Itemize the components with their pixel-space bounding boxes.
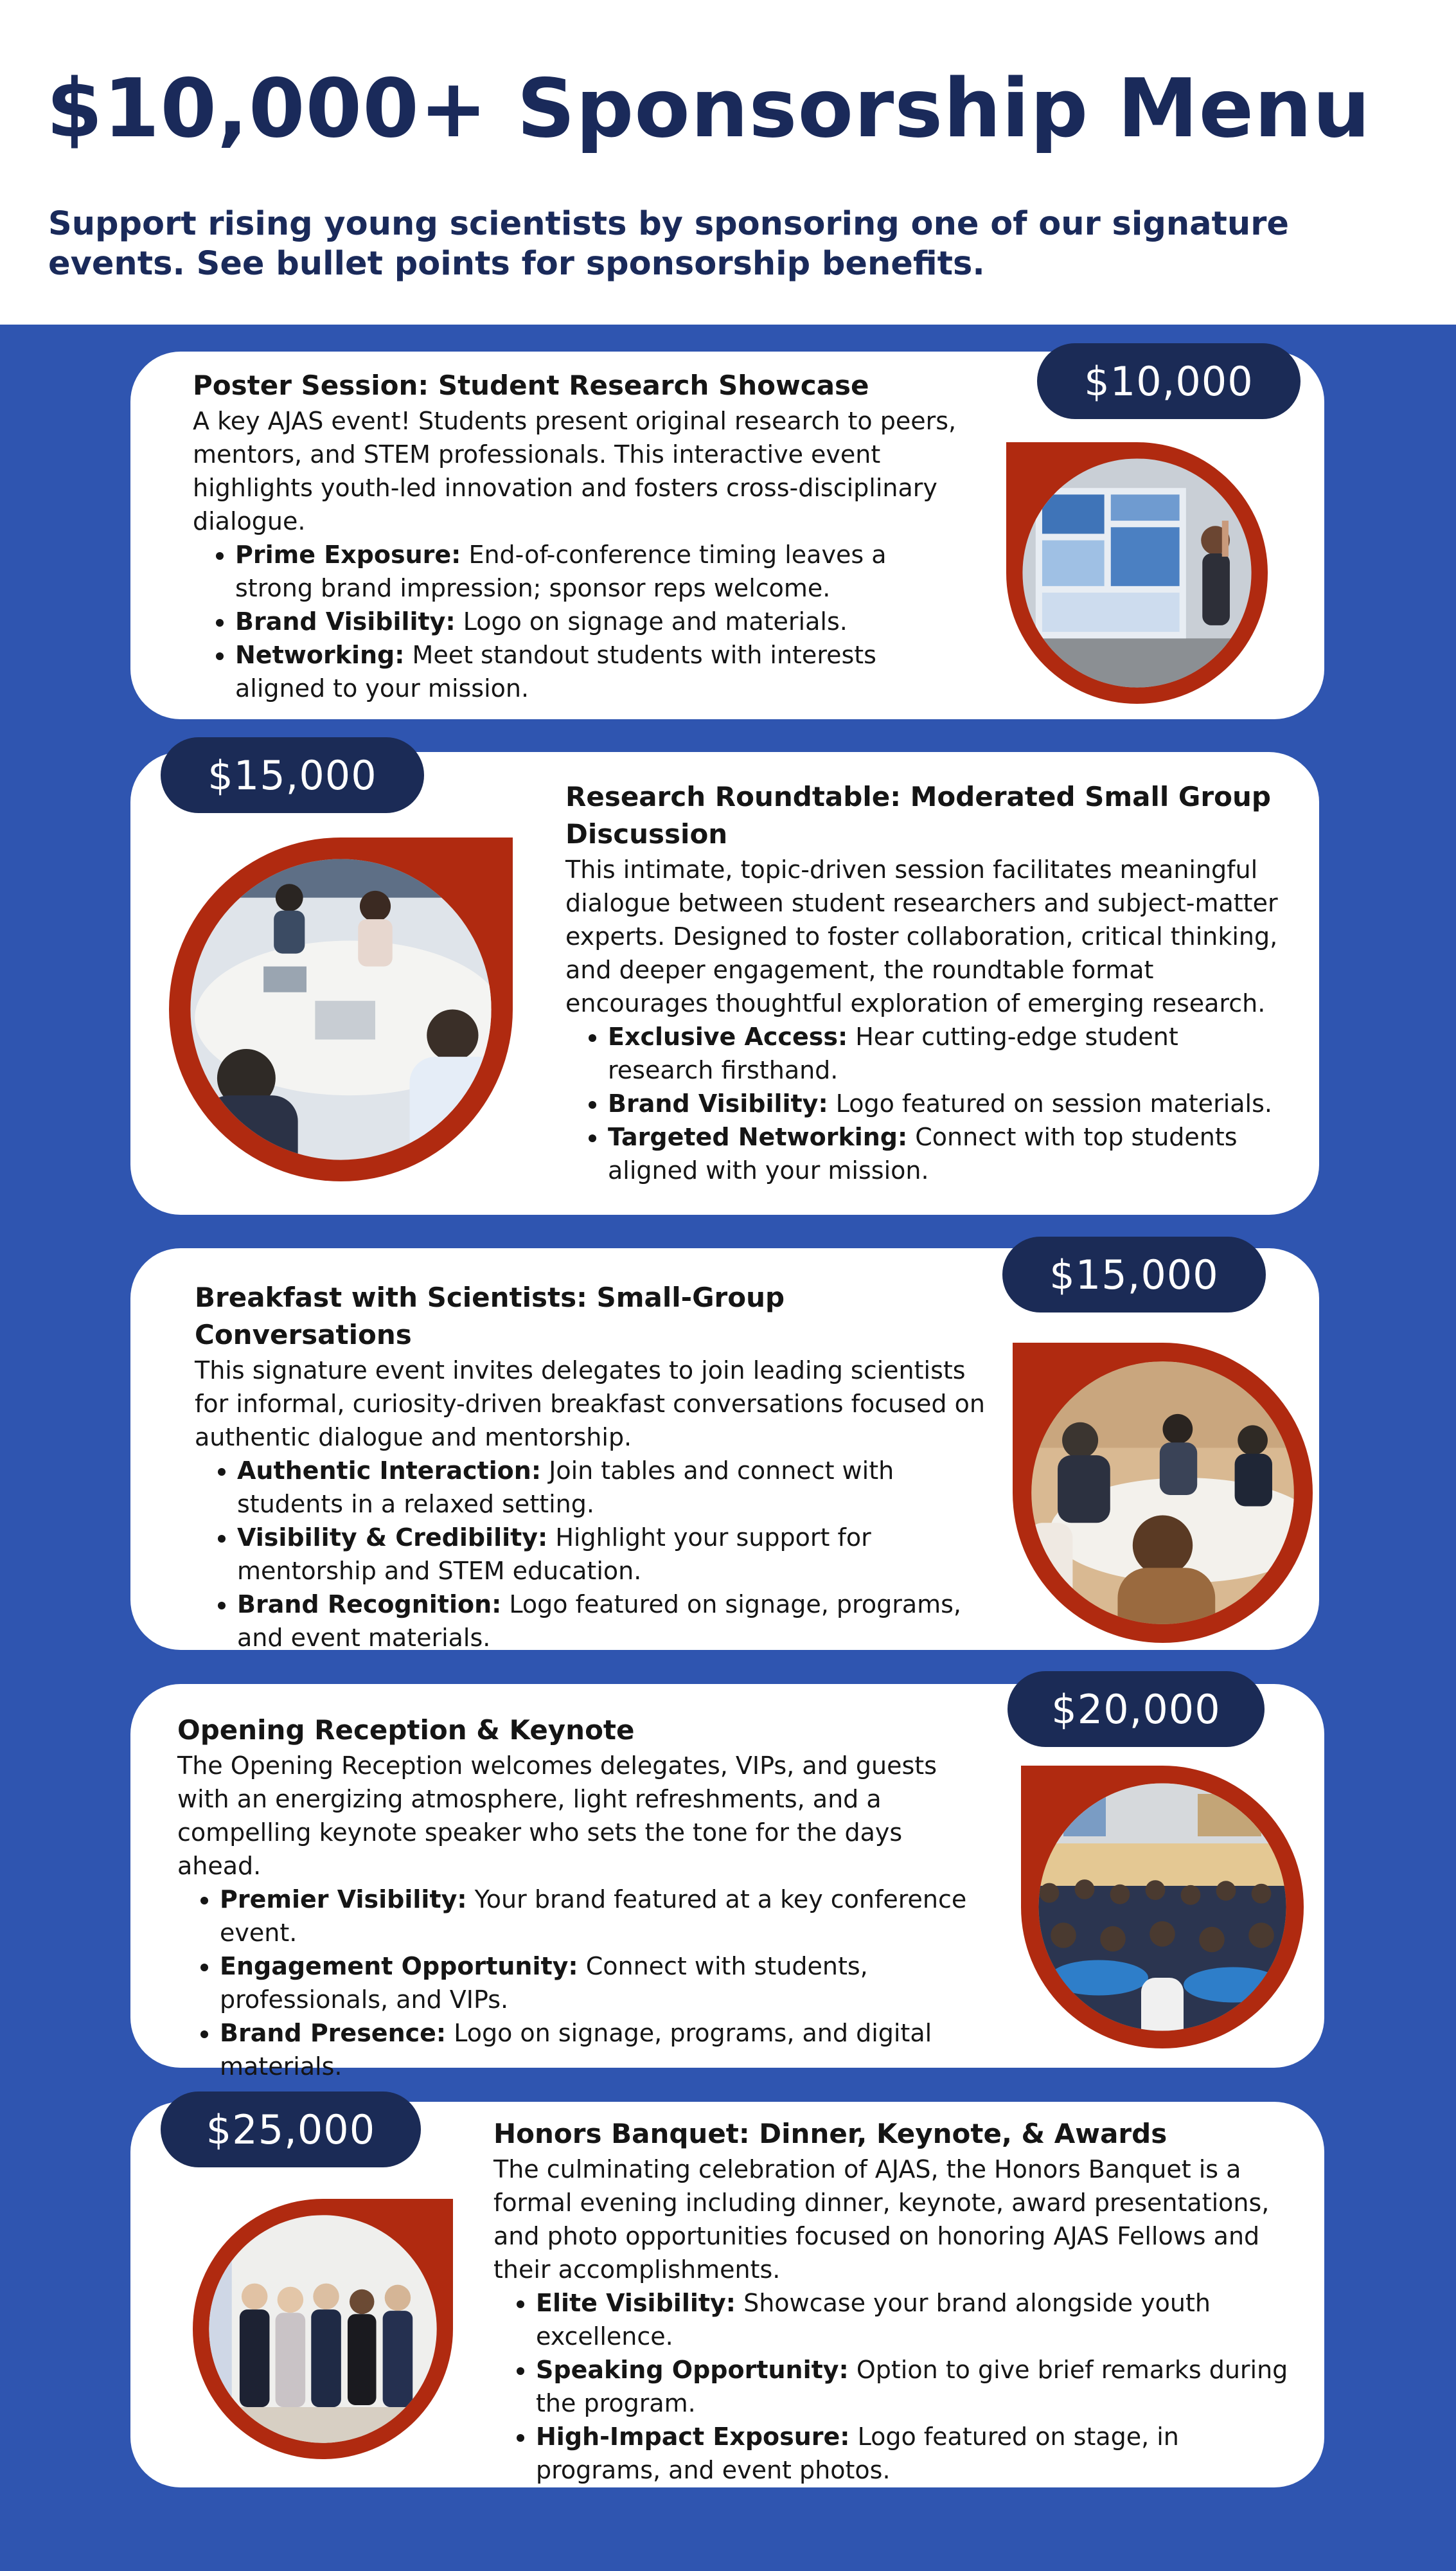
page-subtitle: Support rising young scientists by sponsoring one of our signature events. See bullet points for sponsorship benefits. bbox=[48, 205, 1289, 283]
benefit-label: Prime Exposure: bbox=[235, 541, 461, 569]
benefit-text: End-of-conference timing leaves a strong brand impression; sponsor reps welcome. bbox=[235, 541, 887, 602]
benefit-label: High-Impact Exposure: bbox=[536, 2423, 850, 2451]
event-title: Research Roundtable: Moderated Small Group Discussion bbox=[565, 781, 1271, 850]
page-title: $10,000+ Sponsorship Menu bbox=[46, 61, 1371, 156]
benefit-item bbox=[608, 1020, 1292, 1087]
benefit-label: Networking: bbox=[235, 641, 405, 669]
price-badge: $15,000 bbox=[161, 737, 424, 813]
benefit-label: Speaking Opportunity: bbox=[536, 2356, 849, 2384]
benefit-list bbox=[193, 538, 964, 705]
banquet-photo bbox=[193, 2199, 453, 2459]
benefit-item bbox=[536, 2353, 1290, 2420]
event-text-research-roundtable bbox=[565, 778, 1292, 1187]
reception-photo bbox=[1021, 1766, 1304, 2048]
poster-session-photo bbox=[1006, 442, 1268, 704]
benefit-item bbox=[608, 1087, 1292, 1120]
event-description: The culminating celebration of AJAS, the Honors Banquet is a formal evening including dinner, keynote, award presentations, and photo opportunities focused on honoring AJAS Fellows and their accomplishments. bbox=[493, 2155, 1270, 2284]
benefit-item bbox=[235, 638, 964, 705]
benefit-label: Brand Recognition: bbox=[237, 1590, 502, 1618]
event-description: This signature event invites delegates to join leading scientists for informal, curiosity-driven breakfast conversations focused on authentic dialogue and mentorship. bbox=[195, 1356, 985, 1451]
benefit-label: Premier Visibility: bbox=[220, 1885, 467, 1913]
benefit-list bbox=[177, 1883, 987, 2083]
benefit-text: Connect with students, professionals, and VIPs. bbox=[220, 1952, 868, 2014]
benefit-text: Connect with top students aligned with your mission. bbox=[608, 1123, 1238, 1185]
benefit-label: Engagement Opportunity: bbox=[220, 1952, 578, 1980]
benefit-text: Logo on signage and materials. bbox=[455, 607, 848, 636]
price-badge: $20,000 bbox=[1008, 1671, 1265, 1747]
benefit-item bbox=[608, 1120, 1292, 1187]
benefit-text: Hear cutting-edge student research firsthand. bbox=[608, 1023, 1178, 1084]
benefit-label: Visibility & Credibility: bbox=[237, 1523, 548, 1552]
price-badge: $10,000 bbox=[1037, 343, 1301, 419]
event-description: The Opening Reception welcomes delegates, VIPs, and guests with an energizing atmosphere, light refreshments, and a compelling keynote speaker who sets the tone for the days ahead. bbox=[177, 1751, 937, 1880]
event-text-honors-banquet bbox=[493, 2115, 1290, 2487]
benefit-label: Authentic Interaction: bbox=[237, 1456, 542, 1485]
benefit-item bbox=[536, 2420, 1290, 2487]
benefit-list bbox=[195, 1454, 985, 1654]
benefit-label: Brand Visibility: bbox=[608, 1089, 828, 1118]
benefit-label: Brand Visibility: bbox=[235, 607, 456, 636]
benefit-text: Join tables and connect with students in a relaxed setting. bbox=[237, 1456, 894, 1518]
benefit-text: Logo featured on stage, in programs, and event photos. bbox=[536, 2423, 1179, 2484]
event-text-opening-reception bbox=[177, 1712, 987, 2083]
event-text-breakfast bbox=[195, 1279, 985, 1654]
benefit-text: Option to give brief remarks during the program. bbox=[536, 2356, 1288, 2417]
price-badge: $25,000 bbox=[161, 2092, 421, 2167]
benefit-item bbox=[220, 1949, 987, 2016]
price-badge: $15,000 bbox=[1002, 1237, 1266, 1312]
benefit-item bbox=[536, 2286, 1290, 2353]
benefit-text: Logo on signage, programs, and digital materials. bbox=[220, 2019, 932, 2081]
event-title: Opening Reception & Keynote bbox=[177, 1714, 635, 1746]
event-title: Poster Session: Student Research Showcase bbox=[193, 370, 869, 401]
benefit-text: Showcase your brand alongside youth excellence. bbox=[536, 2289, 1211, 2351]
benefit-item bbox=[237, 1588, 985, 1654]
benefit-text: Meet standout students with interests aligned to your mission. bbox=[235, 641, 876, 703]
breakfast-photo bbox=[1013, 1343, 1313, 1643]
benefit-text: Logo featured on session materials. bbox=[828, 1089, 1272, 1118]
benefit-item bbox=[235, 605, 964, 638]
benefit-label: Exclusive Access: bbox=[608, 1023, 848, 1051]
event-description: A key AJAS event! Students present original research to peers, mentors, and STEM professionals. This interactive event highlights youth-led innovation and fosters cross-disciplinary dialogue. bbox=[193, 407, 957, 535]
benefit-label: Brand Presence: bbox=[220, 2019, 447, 2047]
benefit-item bbox=[220, 2016, 987, 2083]
event-description: This intimate, topic-driven session facilitates meaningful dialogue between student researchers and subject-matter experts. Designed to foster collaboration, critical thinking, and deeper engagement, the roundtable format encourages thoughtful exploration of emerging research. bbox=[565, 856, 1278, 1017]
event-text-poster-session bbox=[193, 367, 964, 705]
benefit-label: Targeted Networking: bbox=[608, 1123, 908, 1151]
benefit-text: Your brand featured at a key conference event. bbox=[220, 1885, 967, 1947]
benefit-label: Elite Visibility: bbox=[536, 2289, 736, 2317]
header bbox=[0, 0, 1456, 325]
event-title: Honors Banquet: Dinner, Keynote, & Awards bbox=[493, 2118, 1167, 2149]
benefit-text: Logo featured on signage, programs, and event materials. bbox=[237, 1590, 962, 1652]
benefit-list bbox=[565, 1020, 1292, 1187]
benefit-text: Highlight your support for mentorship and STEM education. bbox=[237, 1523, 871, 1585]
benefit-item bbox=[235, 538, 964, 605]
benefit-list bbox=[493, 2286, 1290, 2487]
benefit-item bbox=[237, 1521, 985, 1588]
roundtable-photo bbox=[169, 838, 513, 1181]
benefit-item bbox=[220, 1883, 987, 1949]
benefit-item bbox=[237, 1454, 985, 1521]
event-title: Breakfast with Scientists: Small-Group Conversations bbox=[195, 1282, 785, 1350]
